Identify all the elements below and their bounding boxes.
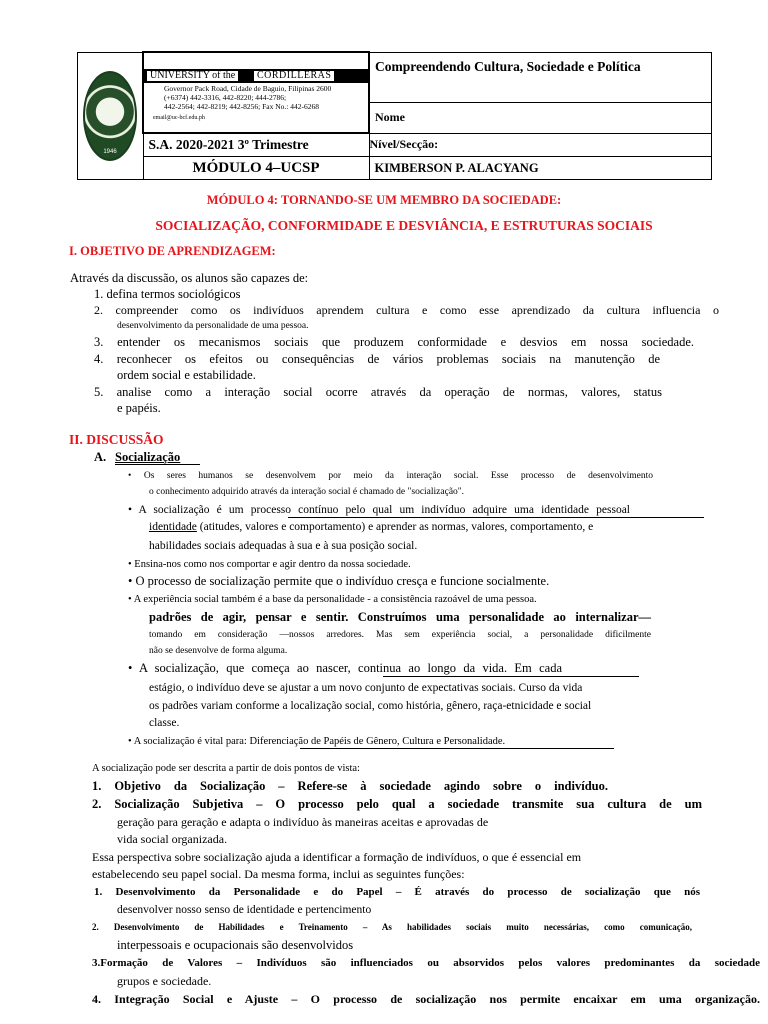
seal-year: 1946 xyxy=(103,148,117,155)
function-item: 3.Formação de Valores – Indivíduos são influenciados ou absorvidos pelos valores predominantes da sociedade xyxy=(92,957,760,969)
bullet-text: • Os seres humanos se desenvolvem por meio da interação social. Esse processo de desenvolvimento xyxy=(128,471,653,481)
subsection-title: Socialização xyxy=(115,450,181,464)
underline xyxy=(288,517,704,518)
function-item: 2. Desenvolvimento de Habilidades e Treinamento – As habilidades sociais muito necessárias, como comunicação, xyxy=(92,922,692,932)
module-label: MÓDULO 4–UCSP xyxy=(143,157,369,180)
university-seal-icon xyxy=(83,71,137,161)
university-name-b: CORDILLERAS xyxy=(254,71,334,81)
paragraph: estabelecendo seu papel social. Da mesma forma, inclui as seguintes funções: xyxy=(92,867,465,881)
discussion-heading: II. DISCUSSÃO xyxy=(69,432,164,447)
function-item-cont: interpessoais e ocupacionais são desenvolvidos xyxy=(117,938,354,952)
university-info xyxy=(143,52,369,133)
school-year: S.A. 2020-2021 3º Trimestre xyxy=(143,133,369,157)
paragraph: Essa perspectiva sobre socialização ajuda a identificar a formação de indivíduos, o que é essencial em xyxy=(92,850,582,864)
bullet-text-cont: não se desenvolve de forma alguma. xyxy=(149,646,288,656)
objective-item: 2. compreender como os indivíduos aprendem cultura e como esse aprendizado da cultura influencia o xyxy=(94,303,719,317)
bullet-text-cont: classe. xyxy=(149,717,180,729)
subsection-letter: A. xyxy=(94,450,107,464)
objective-item: 3. entender os mecanismos sociais que produzem conformidade e desvios em nossa sociedade. xyxy=(94,335,694,349)
objective-item-cont: desenvolvimento da personalidade de uma pessoa. xyxy=(117,321,309,331)
bullet-text: • Ensina-nos como nos comportar e agir dentro da nossa sociedade. xyxy=(128,559,411,570)
underline xyxy=(383,676,639,677)
function-item-cont: grupos e sociedade. xyxy=(117,974,212,988)
bullet-text-bold: padrões de agir, pensar e sentir. Construímos uma personalidade ao internalizar— xyxy=(149,610,651,624)
bullet-text-cont: identidade (atitudes, valores e comportamento) e aprender as normas, valores, comportamento, e xyxy=(149,521,594,533)
bullet-text: • A socialização é um processo contínuo pelo qual um indivíduo adquire uma identidade pessoal xyxy=(128,504,630,516)
view-item-cont: geração para geração e adapta o indivíduo às maneiras aceitas e aprovadas de xyxy=(117,815,489,829)
view-item-cont: vida social organizada. xyxy=(117,832,228,846)
university-email: email@uc-bcf.edu.ph xyxy=(153,115,205,121)
objective-item-cont: e papéis. xyxy=(117,401,161,415)
objective-item: 1. defina termos sociológicos xyxy=(94,287,241,301)
function-item-cont: desenvolver nosso senso de identidade e pertencimento xyxy=(117,904,372,916)
student-name: KIMBERSON P. ALACYANG xyxy=(369,157,712,180)
bullet-text-cont: estágio, o indivíduo deve se ajustar a um novo conjunto de expectativas sociais. Curso da vida xyxy=(149,682,583,694)
module-title: MÓDULO 4: TORNANDO-SE UM MEMBRO DA SOCIEDADE: xyxy=(206,193,562,207)
course-title: Compreendendo Cultura, Sociedade e Política xyxy=(369,52,712,102)
view-item: 1. Objetivo da Socialização – Refere-se à sociedade agindo sobre o indivíduo. xyxy=(92,779,608,793)
bullet-text: • A socialização, que começa ao nascer, continua ao longo da vida. Em cada xyxy=(128,661,562,675)
bullet-text-cont: tomando em consideração —nossos arredores. Mas sem experiência social, a personalidade dificilmente xyxy=(149,630,651,640)
objective-item: 4. reconhecer os efeitos ou consequências de vários problemas sociais na manutenção de xyxy=(94,352,660,366)
function-item: 4. Integração Social e Ajuste – O processo de socialização nos permite encaixar em uma organização. xyxy=(92,992,760,1006)
bullet-text: • A socialização é vital para: Diferenciação de Papéis de Gênero, Cultura e Personalidade. xyxy=(128,736,506,747)
view-item: 2. Socialização Subjetiva – O processo pelo qual a sociedade transmite sua cultura de um xyxy=(92,797,702,811)
objective-heading: I. OBJETIVO DE APRENDIZAGEM: xyxy=(69,244,276,258)
bullet-text-cont: habilidades sociais adequadas à sua e à sua posição social. xyxy=(149,540,418,552)
university-name: UNIVERSITY of the xyxy=(147,71,238,81)
bullet-text: • A experiência social também é a base da personalidade - a consistência razoável de uma pessoa. xyxy=(128,594,537,605)
underline xyxy=(115,464,200,465)
function-item: 1. Desenvolvimento da Personalidade e do Papel – É através do processo de socialização que nós xyxy=(94,886,700,898)
bullet-text: • O processo de socialização permite que o indivíduo cresça e funcione socialmente. xyxy=(128,574,550,588)
module-header xyxy=(77,51,705,176)
university-seal xyxy=(78,52,144,180)
objective-item: 5. analise como a interação social ocorre através da operação de normas, valores, status xyxy=(94,385,662,399)
university-address: Governor Pack Road, Cidade de Baguio, Filipinas 2600 (+6374) 442-3316, 442-8220; 444-2786; 442-2564; 442-8219; 442-8256; Fax No.: 442-6268 xyxy=(164,84,332,111)
underline xyxy=(300,748,614,749)
bullet-text-cont: o conhecimento adquirido através da interação social é chamado de "socialização". xyxy=(149,487,465,497)
bullet-text-cont: os padrões variam conforme a localização social, como história, gênero, raça-etnicidade e social xyxy=(149,700,592,712)
objective-intro: Através da discussão, os alunos são capazes de: xyxy=(70,271,309,285)
name-label: Nome xyxy=(369,102,712,133)
objective-item-cont: ordem social e estabilidade. xyxy=(117,368,256,382)
level-section-label: Nível/Secção: xyxy=(369,133,712,157)
module-subtitle: SOCIALIZAÇÃO, CONFORMIDADE E DESVIÂNCIA, E ESTRUTURAS SOCIAIS xyxy=(155,218,653,233)
views-intro: A socialização pode ser descrita a partir de dois pontos de vista: xyxy=(92,763,360,774)
